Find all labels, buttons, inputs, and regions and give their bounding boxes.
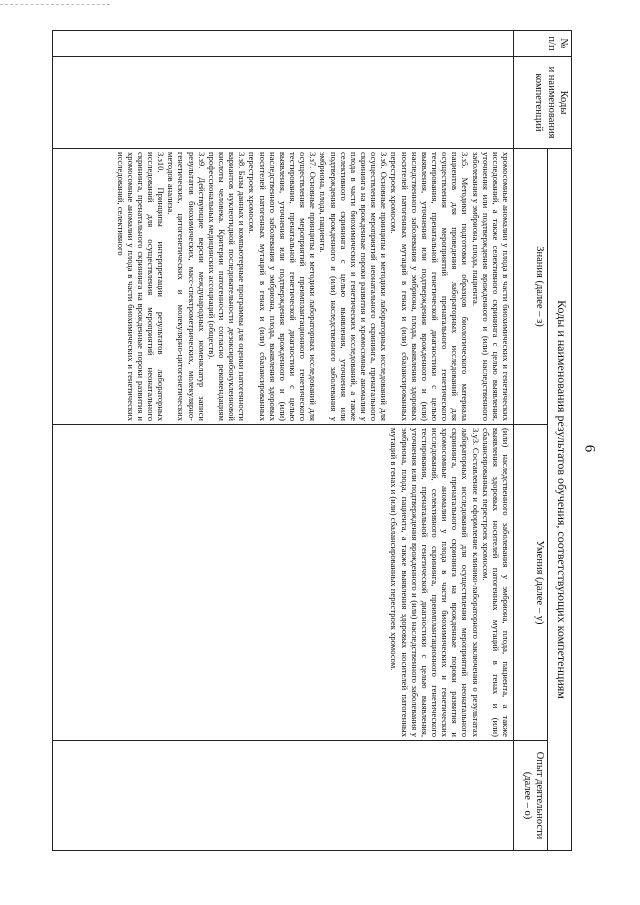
znaniya-paragraph: 3.з9. Действующие версии международных номенклатур записи результатов биохимических, масс-спектрометрических, молекулярно-генетических, цитогенетических и молекулярно-цитогенетических методов анализа.	[166, 152, 207, 421]
znaniya-paragraph: 3.з6. Основные принципы и методики лабораторных исследований для осуществления мероприятий неонатального скрининга, пренатального скрининга на врожденные пороки развития и хромосомные аномалии у плода в части биохимических и генетических исследований, а также селективного скрининга с целью выявления, уточнения или подтверждения врожденного и (или) наследственного заболевания у эмбриона, плода, пациента.	[318, 152, 390, 421]
znaniya-paragraph: хромосомные аномалии у плода в части биохимических и генетических исследований, а также селективного скрининга с целью выявления, уточнения или подтверждения врожденного и (или) наследственного заболевания у эмбриона, плода, пациента.	[470, 152, 511, 421]
competency-table	[52, 30, 572, 851]
header-opyt: Опыт деятельности (далее – о)	[514, 741, 548, 851]
znaniya-paragraph: 3.з10. Принципы интерпретации результатов лабораторных исследований для осуществления мероприятий неонатального скрининга, пренатального скрининга на врожденные пороки развития и хромосомные аномалии у плода в части биохимических и генетических исследований, селективного	[115, 152, 167, 421]
umeniya-paragraph: (или) наследственного заболевания у эмбриона, плода, пациента, а также выявления здоровых носителей патогенных мутаций в генах и (или) сбалансированных перестроек хромосом.	[480, 428, 511, 737]
znaniya-paragraph: 3.з7. Основные принципы и методики лабораторных исследований для осуществления мероприятий преимплантационного генетического тестирования, пренатальной генетической диагностики с целью выявления, уточнения или подтверждения врожденного и (или) наследственного заболевания у эмбриона, плода, выявления здоровых носителей патогенных мутаций в генах и (или) сбалансированных перестроек хромосом.	[247, 152, 319, 421]
header-codes: Коды и наименования компетенций	[514, 57, 572, 149]
header-umeniya: Умения (далее – у)	[514, 425, 548, 741]
cell-opyt	[53, 741, 514, 851]
znaniya-paragraph: 3.з5. Методики подготовки образцов биологического материала пациентов для проведения лабораторных исследований для осуществления мероприятий пренатального генетического тестирования, пренатальной генетической диагностики с целью выявления, уточнения или подтверждения врожденного и (или) наследственного заболевания у эмбриона, плода, выявления здоровых носителей патогенных мутаций в генах и (или) сбалансированных перестроек хромосом.	[389, 152, 471, 421]
rotated-page-content	[52, 30, 572, 850]
umeniya-paragraph: 3.у3. Составление и оформление клинико-лабораторного заключения о результатах лабораторных исследований для осуществления мероприятий неонатального скрининга, пренатального скрининга на врожденные пороки развития и хромосомные аномалии у плода в части биохимических и генетических исследований, селективного скрининга, преимплантационного генетического тестирования, пренатальной генетической диагностики с целью выявления, уточнения или подтверждения врожденного и (или) наследственного заболевания у эмбриона, плода, пациента, а также выявления здоровых носителей патогенных мутаций в генах и (или) сбалансированных перестроек хромосом.	[389, 428, 481, 737]
scan-edge-line	[0, 4, 110, 5]
page-number: 6	[581, 444, 598, 453]
cell-number	[53, 31, 514, 57]
znaniya-paragraph: 3.з8. Базы данных и компьютерные программы для оценки патогенности вариантов нуклеотидной последовательности дезоксирибонуклеиновой кислоты человека. Критерии патогенности согласно рекомендациям профессиональных медицинских ассоциаций (обществ).	[206, 152, 248, 421]
cell-umeniya	[53, 425, 514, 741]
header-number: № п/п	[514, 31, 572, 57]
cell-codes	[53, 57, 514, 149]
header-results: Коды и наименования результатов обучения, соответствующих компетенциям	[548, 149, 572, 851]
cell-znaniya	[53, 149, 514, 425]
header-znaniya: Знания (далее – з)	[514, 149, 548, 425]
